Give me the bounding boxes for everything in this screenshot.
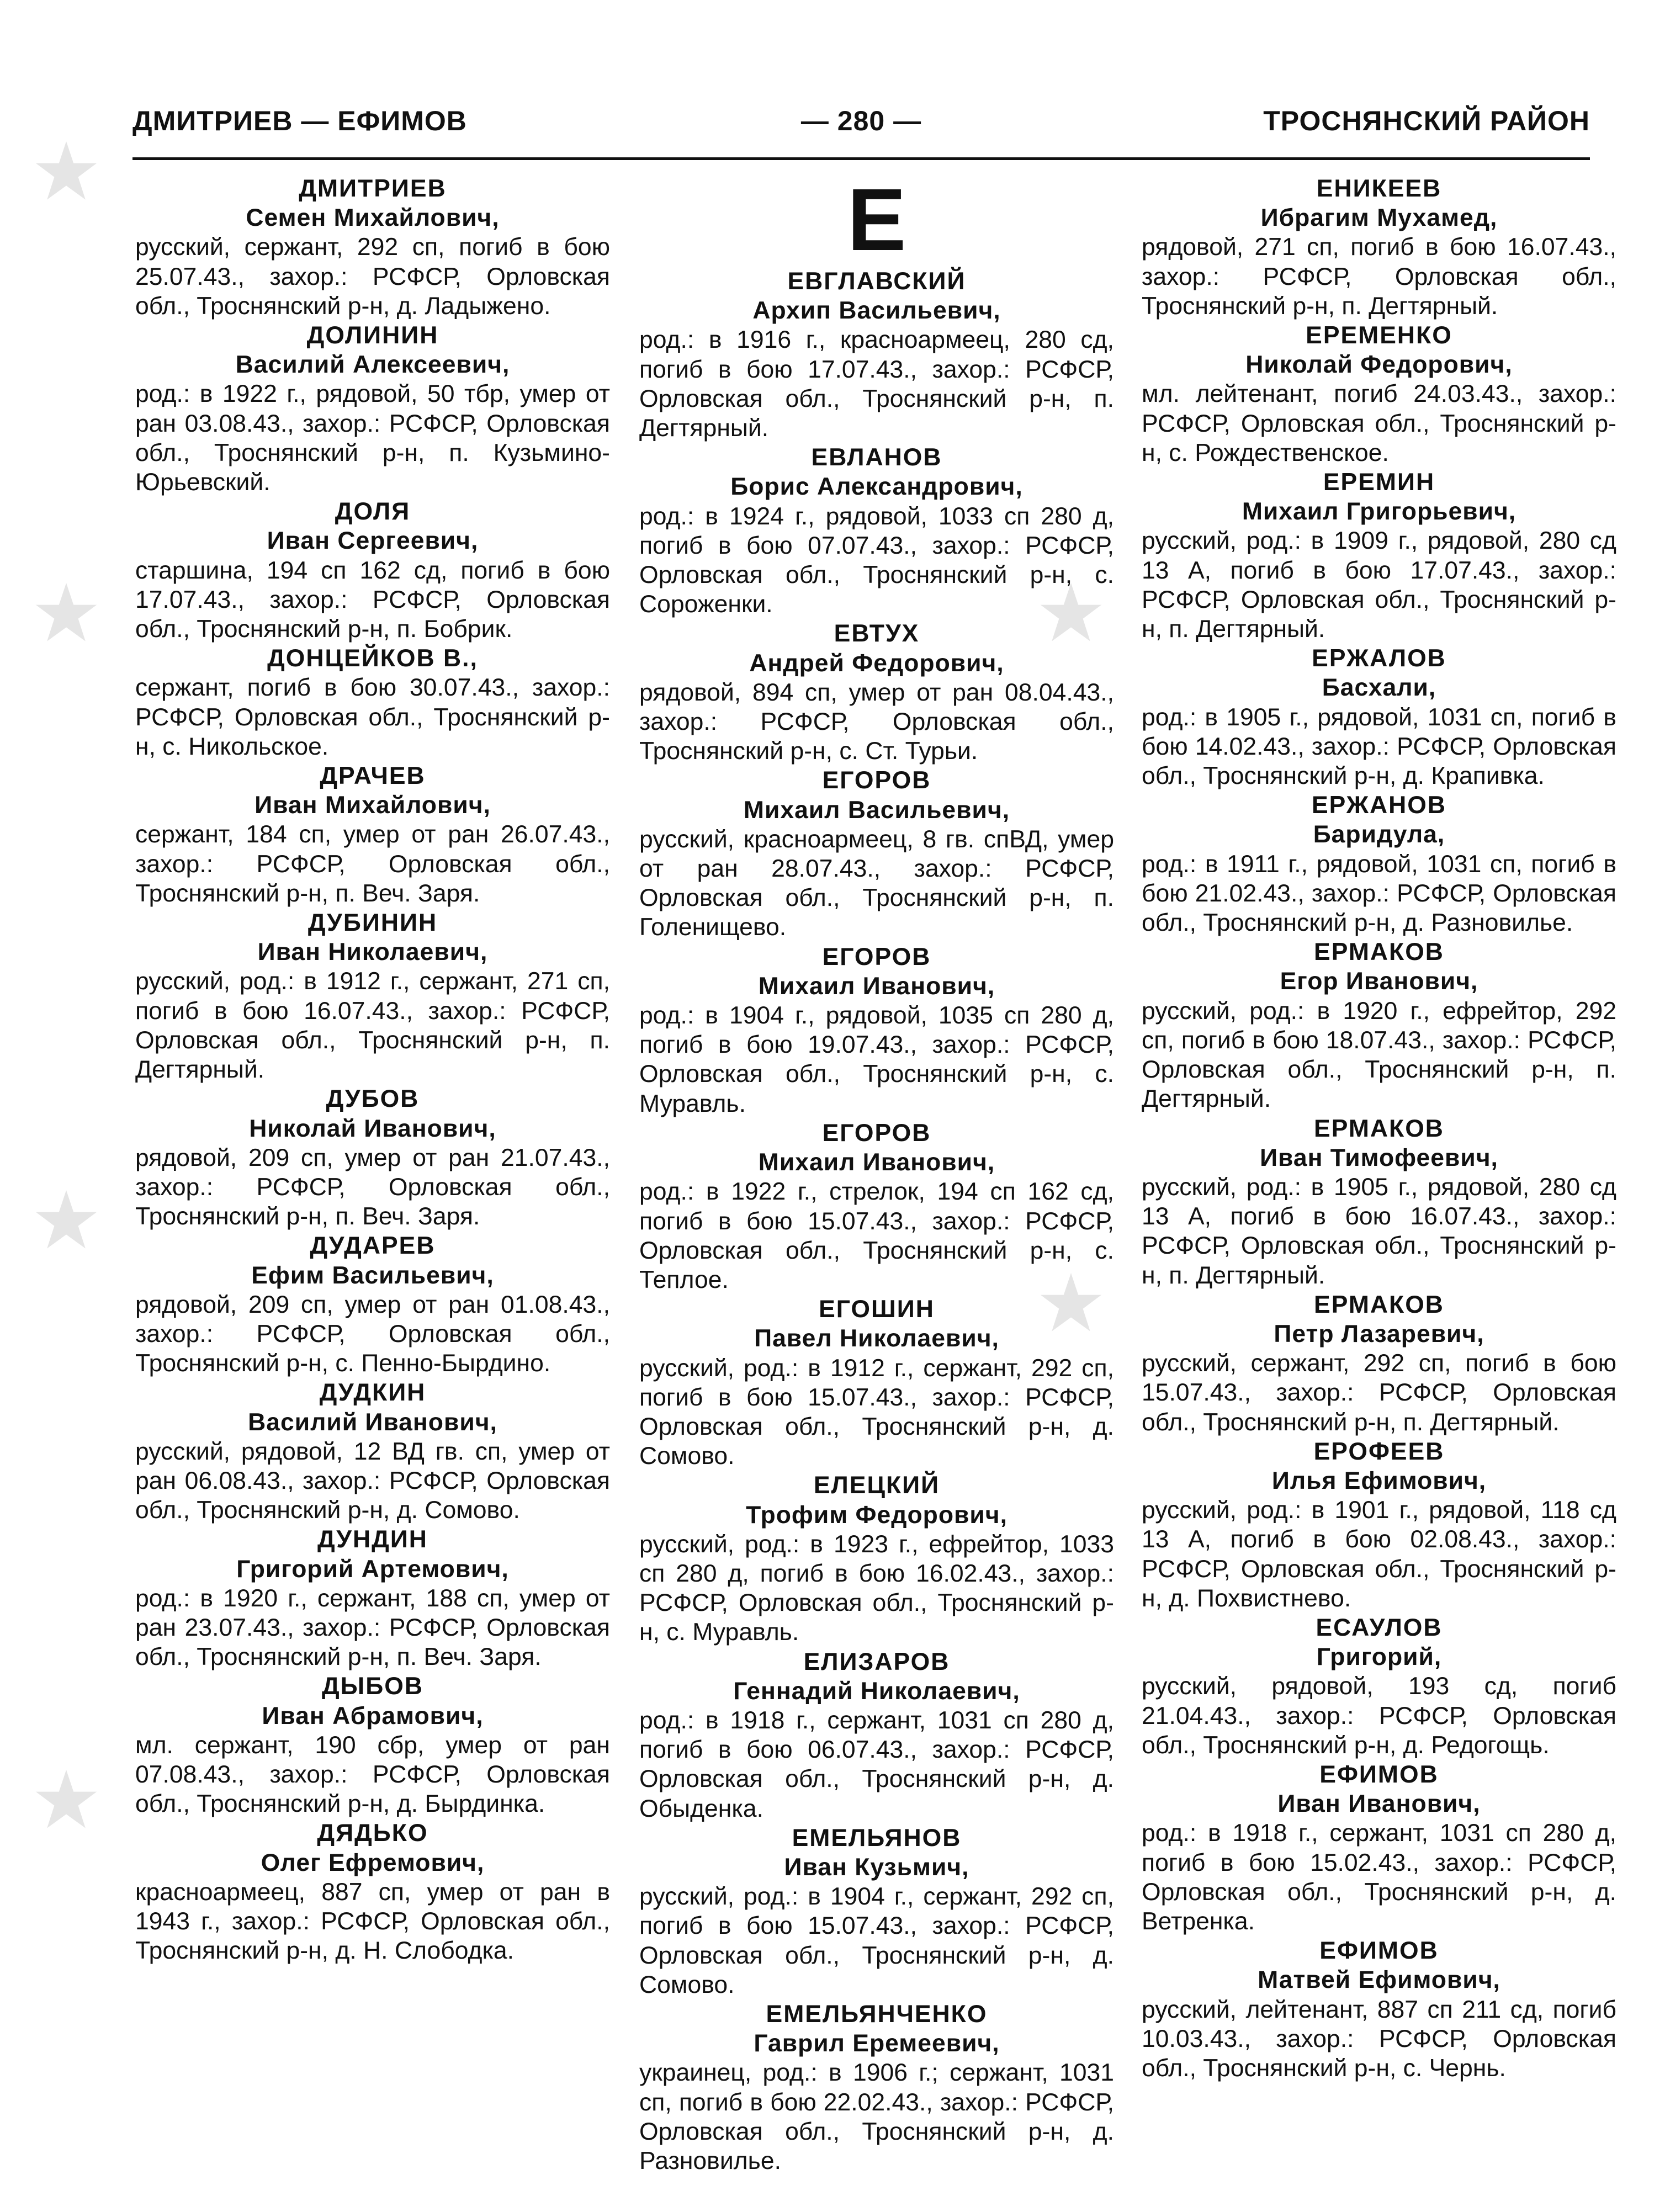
- entry-name: Петр Лазаревич,: [1274, 1320, 1484, 1348]
- entry: [639, 942, 1114, 1118]
- entry-text: мл. сержант, 190 сбр, умер от ран 07.08.43., захор.: РСФСР, Орловская обл., Троснянский р-н, д. Бырдинка.: [135, 1731, 610, 1818]
- entry-name: Михаил Васильевич,: [743, 796, 1010, 824]
- entry-text: русский, красноармеец, 8 гв. спВД, умер от ран 28.07.43., захор.: РСФСР, Орловская обл., Троснянский р-н, п. Голенищево.: [639, 825, 1114, 941]
- entry: [1142, 791, 1616, 937]
- entry: [639, 1295, 1114, 1471]
- entry: [1142, 468, 1616, 644]
- entry-text: красноармеец, 887 сп, умер от ран в 1943 г., захор.: РСФСР, Орловская обл., Троснянский р-н, д. Н. Слободка.: [135, 1878, 610, 1965]
- entry-surname: ДУДАРЕВ: [310, 1232, 436, 1260]
- entry: [1142, 1760, 1616, 1936]
- entry-surname: ДОЛЯ: [335, 498, 411, 526]
- entry: [639, 619, 1114, 766]
- entry-name: Трофим Федорович,: [746, 1501, 1008, 1529]
- watermark-star-icon: [33, 580, 99, 646]
- entry-name: Михаил Иванович,: [758, 972, 995, 1000]
- entry-surname: ЕВЛАНОВ: [811, 444, 942, 471]
- entry-name: Семен Михайлович,: [246, 204, 500, 232]
- entry-text: род.: в 1918 г., сержант, 1031 сп 280 д, погиб в бою 15.02.43., захор.: РСФСР, Орловская обл., Троснянский р-н, д. Ветренка.: [1142, 1820, 1616, 1935]
- entry-name: Олег Ефремович,: [261, 1849, 485, 1876]
- entry-text: русский, сержант, 292 сп, погиб в бою 25.07.43., захор.: РСФСР, Орловская обл., Троснянский р-н, д. Ладыжено.: [135, 234, 610, 320]
- entry-text: старшина, 194 сп 162 сд, погиб в бою 17.07.43., захор.: РСФСР, Орловская обл., Троснянский р-н, п. Бобрик.: [135, 556, 610, 643]
- column-2: [639, 170, 1114, 2176]
- entry-name: Григорий,: [1316, 1643, 1442, 1671]
- entry-text: мл. лейтенант, погиб 24.03.43., захор.: РСФСР, Орловская обл., Троснянский р-н, с. Рождественское.: [1142, 380, 1616, 466]
- entry-text: русский, род.: в 1905 г., рядовой, 280 сд 13 А, погиб в бою 16.07.43., захор.: РСФСР, Орловская обл., Троснянский р-н, п. Дегтярный.: [1142, 1173, 1616, 1289]
- entry-name: Михаил Иванович,: [758, 1149, 995, 1176]
- entry-surname: ДОНЦЕЙКОВ В.,: [267, 645, 478, 672]
- entry-name: Иван Николаевич,: [257, 938, 488, 966]
- entry-name: Баридула,: [1313, 821, 1445, 848]
- entry-name: Михаил Григорьевич,: [1242, 498, 1516, 526]
- entry-text: русский, род.: в 1920 г., ефрейтор, 292 сп, погиб в бою 18.07.43., захор.: РСФСР, Орловская обл., Троснянский р-н, п. Дегтярный.: [1142, 997, 1616, 1113]
- entry-surname: ЕЛЕЦКИЙ: [813, 1472, 940, 1499]
- entry-surname: ДЯДЬКО: [317, 1820, 428, 1847]
- entry: [135, 1818, 610, 1965]
- entry-surname: ЕМЕЛЬЯНОВ: [792, 1824, 962, 1852]
- entry-text: русский, сержант, 292 сп, погиб в бою 15.07.43., захор.: РСФСР, Орловская обл., Троснянский р-н, п. Дегтярный.: [1142, 1350, 1616, 1436]
- entry-text: русский, род.: в 1901 г., рядовой, 118 сд 13 А, погиб в бою 02.08.43., захор.: РСФСР, Орловская обл., Троснянский р-н, д. Похвистнево.: [1142, 1497, 1616, 1612]
- page-number: — 280 —: [800, 105, 922, 136]
- entry-name: Басхали,: [1322, 674, 1436, 702]
- entry-surname: ЕМЕЛЬЯНЧЕНКО: [766, 2000, 988, 2028]
- entry-name: Егор Иванович,: [1280, 968, 1478, 995]
- entry-text: русский, род.: в 1909 г., рядовой, 280 сд 13 А, погиб в бою 17.07.43., захор.: РСФСР, Орловская обл., Троснянский р-н, п. Дегтярный.: [1142, 527, 1616, 643]
- entry-surname: ЕРМАКОВ: [1314, 938, 1444, 966]
- entry-text: сержант, 184 сп, умер от ран 26.07.43., захор.: РСФСР, Орловская обл., Троснянский р-н, п. Веч. Заря.: [135, 821, 610, 907]
- watermark-star-icon: [33, 138, 99, 204]
- entry: [135, 644, 610, 761]
- entry-surname: ЕНИКЕЕВ: [1316, 175, 1442, 202]
- entry-name: Василий Иванович,: [248, 1408, 497, 1436]
- page-header: [132, 99, 1590, 144]
- entry-surname: ЕГОРОВ: [822, 1119, 931, 1147]
- header-range: ДМИТРИЕВ — ЕФИМОВ: [132, 105, 467, 136]
- entry: [135, 1672, 610, 1818]
- entry-text: рядовой, 271 сп, погиб в бою 16.07.43., захор.: РСФСР, Орловская обл., Троснянский р-н, п. Дегтярный.: [1142, 234, 1616, 320]
- entry: [639, 1118, 1114, 1295]
- entry-surname: ЕРЖАНОВ: [1311, 792, 1447, 819]
- entry: [639, 766, 1114, 942]
- column-3: [1142, 174, 1616, 2083]
- entry-surname: ЕГОРОВ: [822, 767, 931, 794]
- entry-name: Иван Тимофеевич,: [1260, 1144, 1498, 1171]
- entry-name: Архип Васильевич,: [752, 297, 1001, 325]
- entry-surname: ЕВГЛАВСКИЙ: [787, 268, 966, 295]
- entry: [639, 1647, 1114, 1823]
- header-rule: [132, 157, 1590, 160]
- entry: [1142, 1114, 1616, 1290]
- entry-surname: ЕГОРОВ: [822, 943, 931, 970]
- entry: [1142, 1290, 1616, 1437]
- entry-surname: ЕРЖАЛОВ: [1312, 645, 1446, 672]
- entry-name: Андрей Федорович,: [749, 649, 1004, 677]
- entry: [1142, 937, 1616, 1113]
- entry: [639, 443, 1114, 619]
- entry: [135, 497, 610, 644]
- entry: [135, 1231, 610, 1378]
- entry-text: украинец, род.: в 1906 г.; сержант, 1031 сп, погиб в бою 22.02.43., захор.: РСФСР, Орловская обл., Троснянский р-н, д. Разновилье.: [639, 2059, 1114, 2174]
- entry-text: род.: в 1920 г., сержант, 188 сп, умер от ран 23.07.43., захор.: РСФСР, Орловская обл., Троснянский р-н, п. Веч. Заря.: [135, 1584, 610, 1671]
- entry-name: Иван Сергеевич,: [267, 527, 479, 555]
- entry-text: русский, род.: в 1912 г., сержант, 271 сп, погиб в бою 16.07.43., захор.: РСФСР, Орловская обл., Троснянский р-н, п. Дегтярный.: [135, 968, 610, 1084]
- entry-surname: ДОЛИНИН: [306, 322, 439, 349]
- entry: [639, 1999, 1114, 2176]
- entry-text: род.: в 1924 г., рядовой, 1033 сп 280 д, погиб в бою 07.07.43., захор.: РСФСР, Орловская обл., Троснянский р-н, с. Сороженки.: [639, 502, 1114, 618]
- entry-text: русский, рядовой, 193 сд, погиб 21.04.43., захор.: РСФСР, Орловская обл., Троснянский р-н, д. Редогощь.: [1142, 1673, 1616, 1759]
- entry-surname: ДУБОВ: [326, 1085, 420, 1113]
- entry-text: род.: в 1911 г., рядовой, 1031 сп, погиб в бою 21.02.43., захор.: РСФСР, Орловская обл., Троснянский р-н, д. Разновилье.: [1142, 850, 1616, 937]
- entry-surname: ДУДКИН: [319, 1379, 426, 1407]
- entry-name: Гаврил Еремеевич,: [754, 2030, 1000, 2057]
- entry-text: род.: в 1905 г., рядовой, 1031 сп, погиб в бою 14.02.43., захор.: РСФСР, Орловская обл., Троснянский р-н, д. Крапивка.: [1142, 703, 1616, 790]
- entry-name: Ибрагим Мухамед,: [1260, 204, 1498, 232]
- entry-surname: ДУНДИН: [317, 1526, 428, 1553]
- entry: [135, 761, 610, 908]
- entry-name: Григорий Артемович,: [236, 1555, 509, 1583]
- entry: [1142, 1613, 1616, 1760]
- entry-name: Василий Алексеевич,: [235, 351, 510, 379]
- entry-text: русский, род.: в 1923 г., ефрейтор, 1033 сп 280 д, погиб в бою 16.02.43., захор.: РСФСР, Орловская обл., Троснянский р-н, с. Муравль.: [639, 1530, 1114, 1646]
- entry-name: Илья Ефимович,: [1271, 1467, 1487, 1494]
- entry-name: Павел Николаевич,: [754, 1325, 999, 1352]
- entry: [1142, 174, 1616, 321]
- entry-surname: ЕВТУХ: [834, 620, 920, 648]
- entry: [1142, 1437, 1616, 1613]
- entry: [1142, 1936, 1616, 2083]
- entry: [135, 174, 610, 321]
- section-letter: Е: [847, 170, 906, 269]
- entry-text: русский, род.: в 1912 г., сержант, 292 сп, погиб в бою 15.07.43., захор.: РСФСР, Орловская обл., Троснянский р-н, д. Сомово.: [639, 1354, 1114, 1470]
- entry-text: род.: в 1918 г., сержант, 1031 сп 280 д, погиб в бою 06.07.43., захор.: РСФСР, Орловская обл., Троснянский р-н, д. Обыденка.: [639, 1706, 1114, 1822]
- entry-name: Иван Абрамович,: [262, 1702, 484, 1730]
- entry-surname: ЕРМАКОВ: [1314, 1115, 1444, 1142]
- entry-name: Иван Кузьмич,: [784, 1853, 969, 1881]
- entry-surname: ЕФИМОВ: [1319, 1760, 1439, 1788]
- entry-text: русский, род.: в 1904 г., сержант, 292 сп, погиб в бою 15.07.43., захор.: РСФСР, Орловская обл., Троснянский р-н, д. Сомово.: [639, 1883, 1114, 1998]
- entry: [135, 908, 610, 1084]
- watermark-star-icon: [33, 1767, 99, 1833]
- entry: [639, 1823, 1114, 1999]
- entry: [1142, 321, 1616, 468]
- entry-name: Иван Иванович,: [1277, 1790, 1481, 1818]
- entry-surname: ДРАЧЕВ: [320, 762, 426, 790]
- entry-surname: ЕСАУЛОВ: [1316, 1614, 1443, 1641]
- entry-surname: ЕГОШИН: [819, 1296, 935, 1323]
- entry-surname: ЕРЕМИН: [1323, 469, 1435, 496]
- entry-surname: ЕЛИЗАРОВ: [803, 1648, 950, 1675]
- entry-surname: ЕРМАКОВ: [1314, 1291, 1444, 1318]
- entry-name: Борис Александрович,: [730, 473, 1023, 501]
- entry-surname: ДУБИНИН: [307, 909, 438, 937]
- watermark-star-icon: [33, 1187, 99, 1253]
- entry-text: рядовой, 209 сп, умер от ран 21.07.43., захор.: РСФСР, Орловская обл., Троснянский р-н, п. Веч. Заря.: [135, 1144, 610, 1230]
- entry-name: Николай Федорович,: [1245, 351, 1513, 379]
- entry: [639, 1471, 1114, 1647]
- entry-name: Николай Иванович,: [249, 1115, 496, 1142]
- entry: [135, 1378, 610, 1525]
- entry-surname: ЕРЕМЕНКО: [1306, 322, 1452, 349]
- entry-text: русский, рядовой, 12 ВД гв. сп, умер от ран 06.08.43., захор.: РСФСР, Орловская обл., Троснянский р-н, д. Сомово.: [135, 1437, 610, 1524]
- entry-text: сержант, погиб в бою 30.07.43., захор.: РСФСР, Орловская обл., Троснянский р-н, с. Никольское.: [135, 674, 610, 760]
- entry-text: род.: в 1904 г., рядовой, 1035 сп 280 д, погиб в бою 19.07.43., захор.: РСФСР, Орловская обл., Троснянский р-н, с. Муравль.: [639, 1002, 1114, 1117]
- entry-surname: ЕРОФЕЕВ: [1313, 1437, 1445, 1465]
- entry: [135, 1084, 610, 1231]
- header-district: ТРОСНЯНСКИЙ РАЙОН: [1263, 105, 1590, 136]
- entry-text: род.: в 1922 г., рядовой, 50 тбр, умер от ран 03.08.43., захор.: РСФСР, Орловская обл., Троснянский р-н, п. Кузьмино-Юрьевский.: [135, 380, 610, 496]
- column-1: [135, 174, 610, 1965]
- entry-surname: ДЫБОВ: [321, 1673, 423, 1700]
- entry-text: рядовой, 894 сп, умер от ран 08.04.43., захор.: РСФСР, Орловская обл., Троснянский р-н, с. Ст. Турьи.: [639, 678, 1114, 765]
- entry-surname: ДМИТРИЕВ: [299, 175, 447, 202]
- entry-name: Матвей Ефимович,: [1258, 1966, 1500, 1994]
- entry: [639, 267, 1114, 443]
- entry: [1142, 644, 1616, 791]
- entry-name: Иван Михайлович,: [254, 792, 491, 819]
- entry-text: рядовой, 209 сп, умер от ран 01.08.43., захор.: РСФСР, Орловская обл., Троснянский р-н, с. Пенно-Бырдино.: [135, 1291, 610, 1377]
- entry-text: род.: в 1922 г., стрелок, 194 сп 162 сд, погиб в бою 15.07.43., захор.: РСФСР, Орловская обл., Троснянский р-н, с. Теплое.: [639, 1178, 1114, 1293]
- entry-surname: ЕФИМОВ: [1319, 1937, 1439, 1965]
- entry: [135, 1525, 610, 1672]
- entry: [135, 321, 610, 497]
- entry-name: Ефим Васильевич,: [251, 1261, 494, 1289]
- entry-text: русский, лейтенант, 887 сп 211 сд, погиб 10.03.43., захор.: РСФСР, Орловская обл., Троснянский р-н, с. Чернь.: [1142, 1996, 1616, 2082]
- entry-text: род.: в 1916 г., красноармеец, 280 сд, погиб в бою 17.07.43., захор.: РСФСР, Орловская обл., Троснянский р-н, п. Дегтярный.: [639, 326, 1114, 442]
- entry-name: Геннадий Николаевич,: [733, 1677, 1020, 1705]
